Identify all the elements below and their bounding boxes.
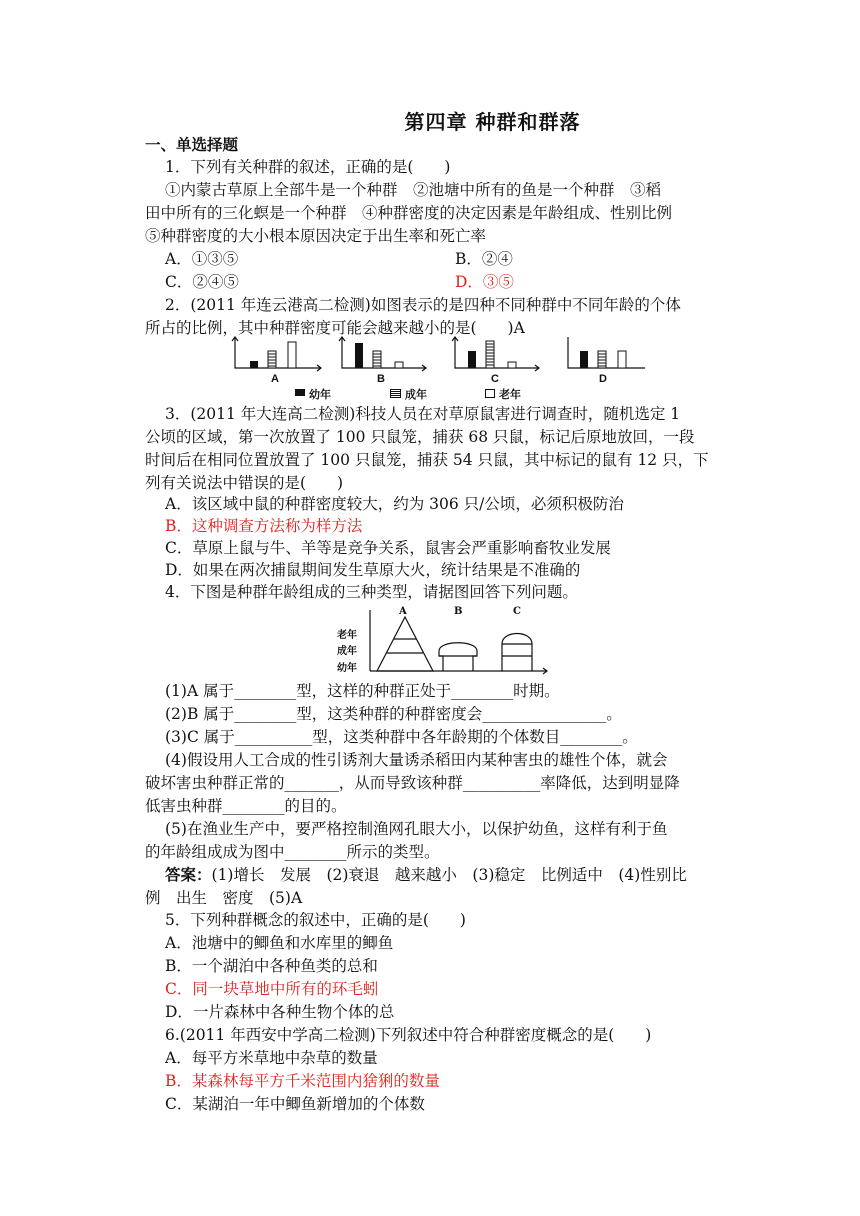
q4-part-1: (1)A 属于________型，这样的种群正处于________时期。 <box>165 682 560 700</box>
q1-stem: 1．下列有关种群的叙述，正确的是( ) <box>165 158 451 176</box>
q2-stem-cont: 所占的比例，其中种群密度可能会越来越小的是( )A <box>145 319 525 337</box>
q4-answer-cont: 例 出生 密度 (5)A <box>145 889 303 907</box>
pyramid-figure-labels <box>335 606 550 676</box>
legend-swatch-striped <box>390 389 401 398</box>
q4-part-5-cont: 的年龄组成成为图中________所示的类型。 <box>145 843 440 861</box>
q4-part-4: (4)假设用人工合成的性引诱剂大量诱杀稻田内某种害虫的雄性个体，就会 <box>165 751 668 769</box>
q4-answer <box>145 864 755 886</box>
q4-stem: 4．下图是种群年龄组成的三种类型，请据图回答下列问题。 <box>165 583 578 601</box>
legend-label: 老年 <box>499 388 521 401</box>
q4-part-4-cont: 低害虫种群________的目的。 <box>145 797 347 815</box>
bar-panel-label: D <box>599 373 607 385</box>
pyramid-label: A <box>399 606 407 617</box>
q6-option-c: C．某湖泊一年中鲫鱼新增加的个体数 <box>165 1095 425 1113</box>
q3-stem-cont: 时间后在相同位置放置了 100 只鼠笼，捕获 54 只鼠，其中标记的鼠有 12 只，下 <box>145 451 709 469</box>
q4-part-5: (5)在渔业生产中，要严格控制渔网孔眼大小，以保护幼鱼，这样有利于鱼 <box>165 820 668 838</box>
q1-statement-line: 田中所有的三化螟是一个种群 ④种群密度的决定因素是年龄组成、性别比例 <box>145 204 673 222</box>
legend-swatch-solid <box>295 389 305 396</box>
q1-option-c: C．②④⑤ <box>165 273 239 291</box>
bar-figure-legend <box>295 386 575 402</box>
q5-option-a: A．池塘中的鲫鱼和水库里的鲫鱼 <box>165 934 394 952</box>
q3-option-c: C．草原上鼠与牛、羊等是竞争关系，鼠害会严重影响畜牧业发展 <box>165 539 611 557</box>
chapter-title: 第四章 种群和群落 <box>404 110 581 134</box>
legend-label: 成年 <box>405 388 427 401</box>
q3-option-d: D．如果在两次捕鼠期间发生草原大火，统计结果是不准确的 <box>165 561 581 579</box>
q1-option-b: B．②④ <box>455 250 513 268</box>
answer-text: (1)增长 发展 (2)衰退 越来越小 (3)稳定 比例适中 (4)性别比 <box>211 866 687 884</box>
q1-option-d-answer: D．③⑤ <box>455 273 514 291</box>
q5-option-b: B．一个湖泊中各种鱼类的总和 <box>165 957 378 975</box>
q1-statement-line: ⑤种群密度的大小根本原因决定于出生率和死亡率 <box>145 227 487 245</box>
pyramid-row-label: 老年 <box>337 630 357 641</box>
q1-option-a: A．①③⑤ <box>165 250 239 268</box>
q4-part-4-cont: 破坏害虫种群正常的_______，从而导致该种群__________率降低，达到明显降 <box>145 774 680 792</box>
q6-option-b-answer: B．某森林每平方千米范围内猞猁的数量 <box>165 1072 440 1090</box>
q6-stem: 6.(2011 年西安中学高二检测)下列叙述中符合种群密度概念的是( ) <box>165 1026 652 1044</box>
section-heading: 一、单选择题 <box>145 135 239 154</box>
q3-option-a: A．该区域中鼠的种群密度较大，约为 306 只/公顷，必须积极防治 <box>165 495 624 513</box>
bar-panel-label: A <box>271 373 279 385</box>
bar-panel-label: B <box>377 373 385 385</box>
pyramid-row-label: 成年 <box>337 646 357 657</box>
q3-option-b-answer: B．这种调查方法称为样方法 <box>165 517 363 535</box>
q4-part-3: (3)C 属于__________型，这类种群中各年龄期的个体数目________。 <box>165 728 638 746</box>
q1-statement-line: ①内蒙古草原上全部牛是一个种群 ②池塘中所有的鱼是一个种群 ③稻 <box>165 181 662 199</box>
q5-option-c-answer: C．同一块草地中所有的环毛蚓 <box>165 980 379 998</box>
answer-label: 答案： <box>165 865 212 884</box>
pyramid-row-label: 幼年 <box>337 663 357 674</box>
q3-stem-cont: 列有关说法中错误的是( ) <box>145 474 344 492</box>
legend-swatch-empty <box>485 389 495 398</box>
q5-option-d: D．一片森林中各种生物个体的总 <box>165 1003 395 1021</box>
q2-stem: 2．(2011 年连云港高二检测)如图表示的是四种不同种群中不同年龄的个体 <box>165 296 681 314</box>
q4-part-2: (2)B 属于________型，这类种群的种群密度会________________。 <box>165 705 622 723</box>
age-structure-bar-figure <box>225 335 645 373</box>
q5-stem: 5．下列种群概念的叙述中，正确的是( ) <box>165 911 466 929</box>
pyramid-label: B <box>454 606 463 617</box>
q6-option-a: A．每平方米草地中杂草的数量 <box>165 1049 378 1067</box>
bar-panel-label: C <box>491 373 499 385</box>
legend-label: 幼年 <box>309 388 331 401</box>
q3-stem: 3．(2011 年大连高二检测)科技人员在对草原鼠害进行调查时，随机选定 1 <box>165 405 681 423</box>
pyramid-label: C <box>513 606 521 617</box>
q3-stem-cont: 公顷的区域，第一次放置了 100 只鼠笼，捕获 68 只鼠，标记后原地放回，一段 <box>145 428 695 446</box>
